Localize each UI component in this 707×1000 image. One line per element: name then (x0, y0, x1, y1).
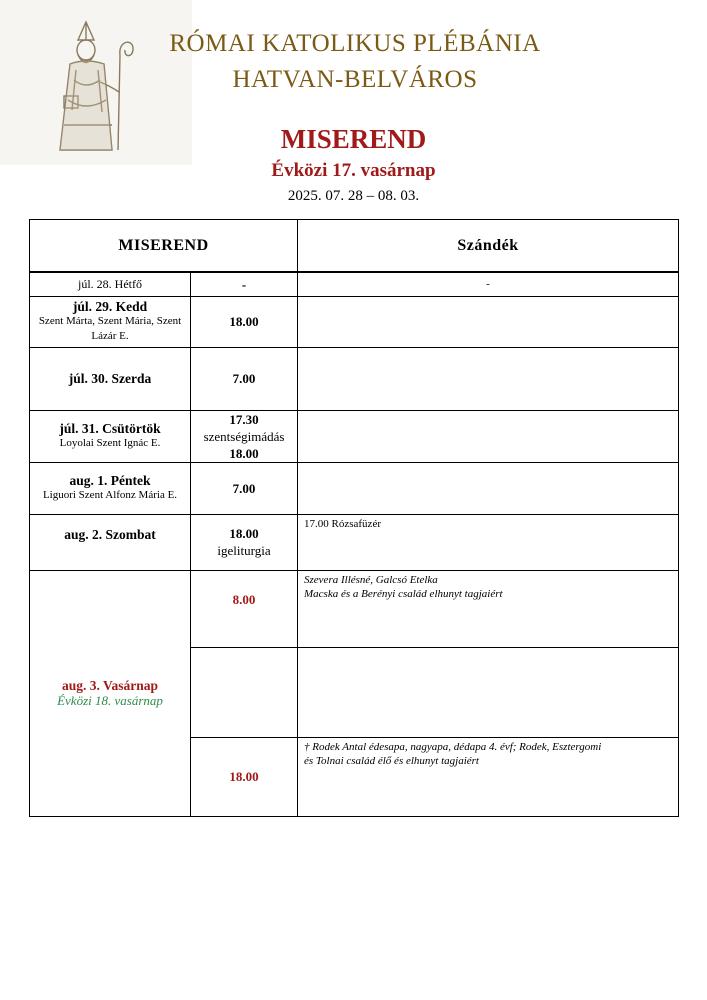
time-note: szentségimádás (203, 428, 285, 444)
parish-name: RÓMAI KATOLIKUS PLÉBÁNIA (169, 30, 541, 57)
intention-cell (298, 570, 679, 647)
day-label: júl. 28. Hétfő (78, 276, 142, 291)
time-cell: 7.00 (191, 462, 298, 514)
saint-label: Loyolai Szent Ignác E. (59, 437, 161, 449)
day-label: aug. 1. Péntek (69, 473, 151, 488)
day-cell (30, 272, 191, 296)
table-row (30, 514, 679, 570)
intention-line: és Tolnai család élő és elhunyt tagjaiért (304, 754, 479, 767)
column-header-schedule: MISEREND (30, 220, 298, 273)
intention-cell (298, 347, 679, 410)
intention-cell (298, 410, 679, 462)
date-range: 2025. 07. 28 – 08. 03. (287, 188, 420, 204)
day-label: aug. 3. Vasárnap (61, 678, 159, 693)
intention-cell (298, 296, 679, 347)
intention-cell: 17.00 Rózsafüzér (298, 514, 679, 570)
time-value: 18.00 (229, 526, 259, 541)
day-cell (30, 514, 191, 570)
parish-location: HATVAN-BELVÁROS (232, 66, 478, 93)
day-cell (30, 570, 191, 816)
day-label: júl. 30. Szerda (68, 371, 152, 386)
day-cell (30, 347, 191, 410)
time-cell (191, 410, 298, 462)
time-cell (191, 647, 298, 737)
intention-cell: - (298, 272, 679, 296)
intention-line: † Rodek Antal édesapa, nagyapa, dédapa 4. évf; Rodek, Esztergomi (304, 740, 602, 753)
column-header-intention: Szándék (298, 220, 679, 273)
intention-line: Szevera Illésné, Galcsó Etelka (304, 573, 438, 586)
time-value: 18.00 (229, 445, 259, 461)
time-value: 17.30 (229, 411, 259, 427)
page-subtitle: Évközi 17. vasárnap (271, 160, 436, 181)
intention-cell (298, 737, 679, 816)
table-row (30, 570, 679, 647)
saint-label: Liguori Szent Alfonz Mária E. (42, 489, 178, 501)
sunday-feast-label: Évközi 18. vasárnap (57, 693, 163, 708)
page-title: MISEREND (280, 124, 427, 154)
time-cell (191, 514, 298, 570)
time-note: igeliturgia (217, 543, 271, 558)
table-row (30, 410, 679, 462)
table-header-row (30, 220, 679, 273)
table-row (30, 296, 679, 347)
time-cell: 8.00 (191, 570, 298, 647)
table-row (30, 462, 679, 514)
table-row (30, 272, 679, 296)
time-cell: 7.00 (191, 347, 298, 410)
day-cell (30, 410, 191, 462)
mass-schedule-table (29, 219, 679, 817)
intention-line: Macska és a Berényi család elhunyt tagjaiért (304, 587, 503, 600)
intention-cell (298, 647, 679, 737)
time-cell: - (191, 272, 298, 296)
intention-cell (298, 462, 679, 514)
day-label: júl. 29. Kedd (72, 299, 148, 314)
saint-label: Szent Márta, Szent Mária, Szent Lázár E. (38, 315, 182, 342)
time-cell: 18.00 (191, 296, 298, 347)
day-label: aug. 2. Szombat (64, 526, 156, 542)
table-row (30, 347, 679, 410)
day-label: júl. 31. Csütörtök (59, 421, 161, 436)
day-cell (30, 296, 191, 347)
time-cell: 18.00 (191, 737, 298, 816)
day-cell (30, 462, 191, 514)
